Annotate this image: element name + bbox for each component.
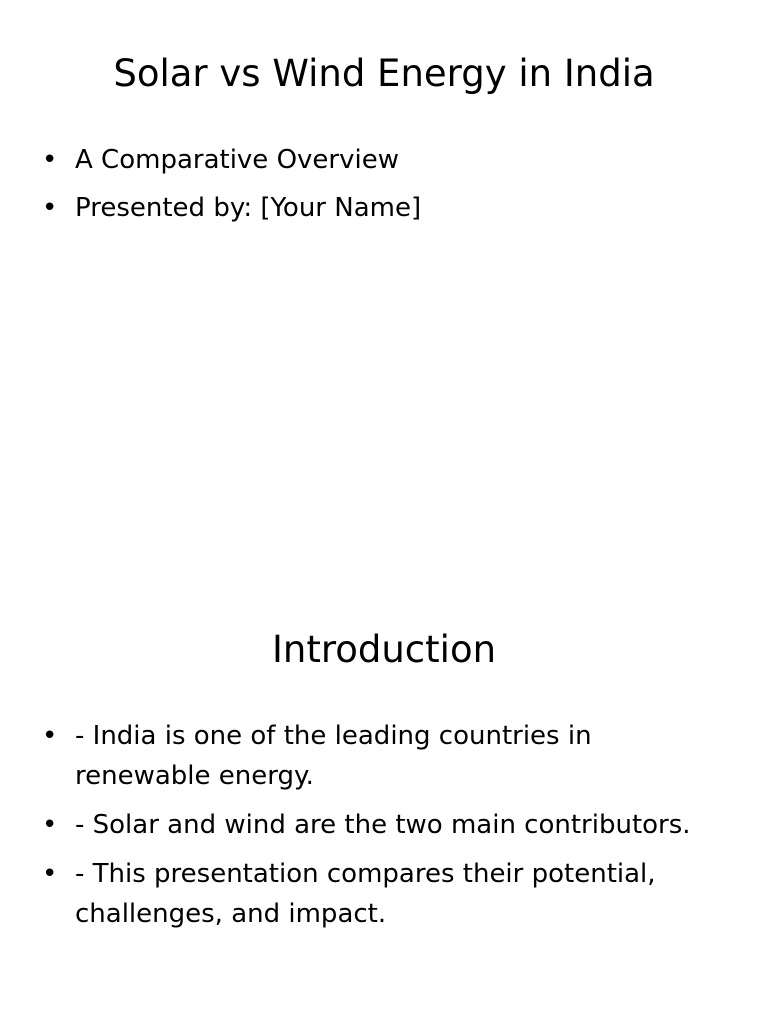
bullet-item [40,716,730,796]
bullet-text: Presented by: [Your Name] [75,193,422,223]
slide-introduction [0,576,768,1024]
bullet-text: A Comparative Overview [75,145,399,175]
bullet-icon: • [42,859,58,889]
bullet-icon: • [42,145,58,175]
bullet-list [40,716,730,943]
bullet-list [40,140,730,236]
bullet-text: - This presentation compares their potential, challenges, and impact. [75,859,656,929]
bullet-text: - Solar and wind are the two main contributors. [75,810,691,840]
bullet-item [40,854,730,934]
bullet-icon: • [42,193,58,223]
bullet-icon: • [42,810,58,840]
bullet-item [40,188,730,228]
slide-title: Solar vs Wind Energy in India [113,52,655,95]
bullet-item [40,140,730,180]
bullet-icon: • [42,721,58,751]
bullet-item [40,805,730,845]
bullet-text: - India is one of the leading countries in renewable energy. [75,721,592,791]
slide-title: Introduction [271,628,497,671]
